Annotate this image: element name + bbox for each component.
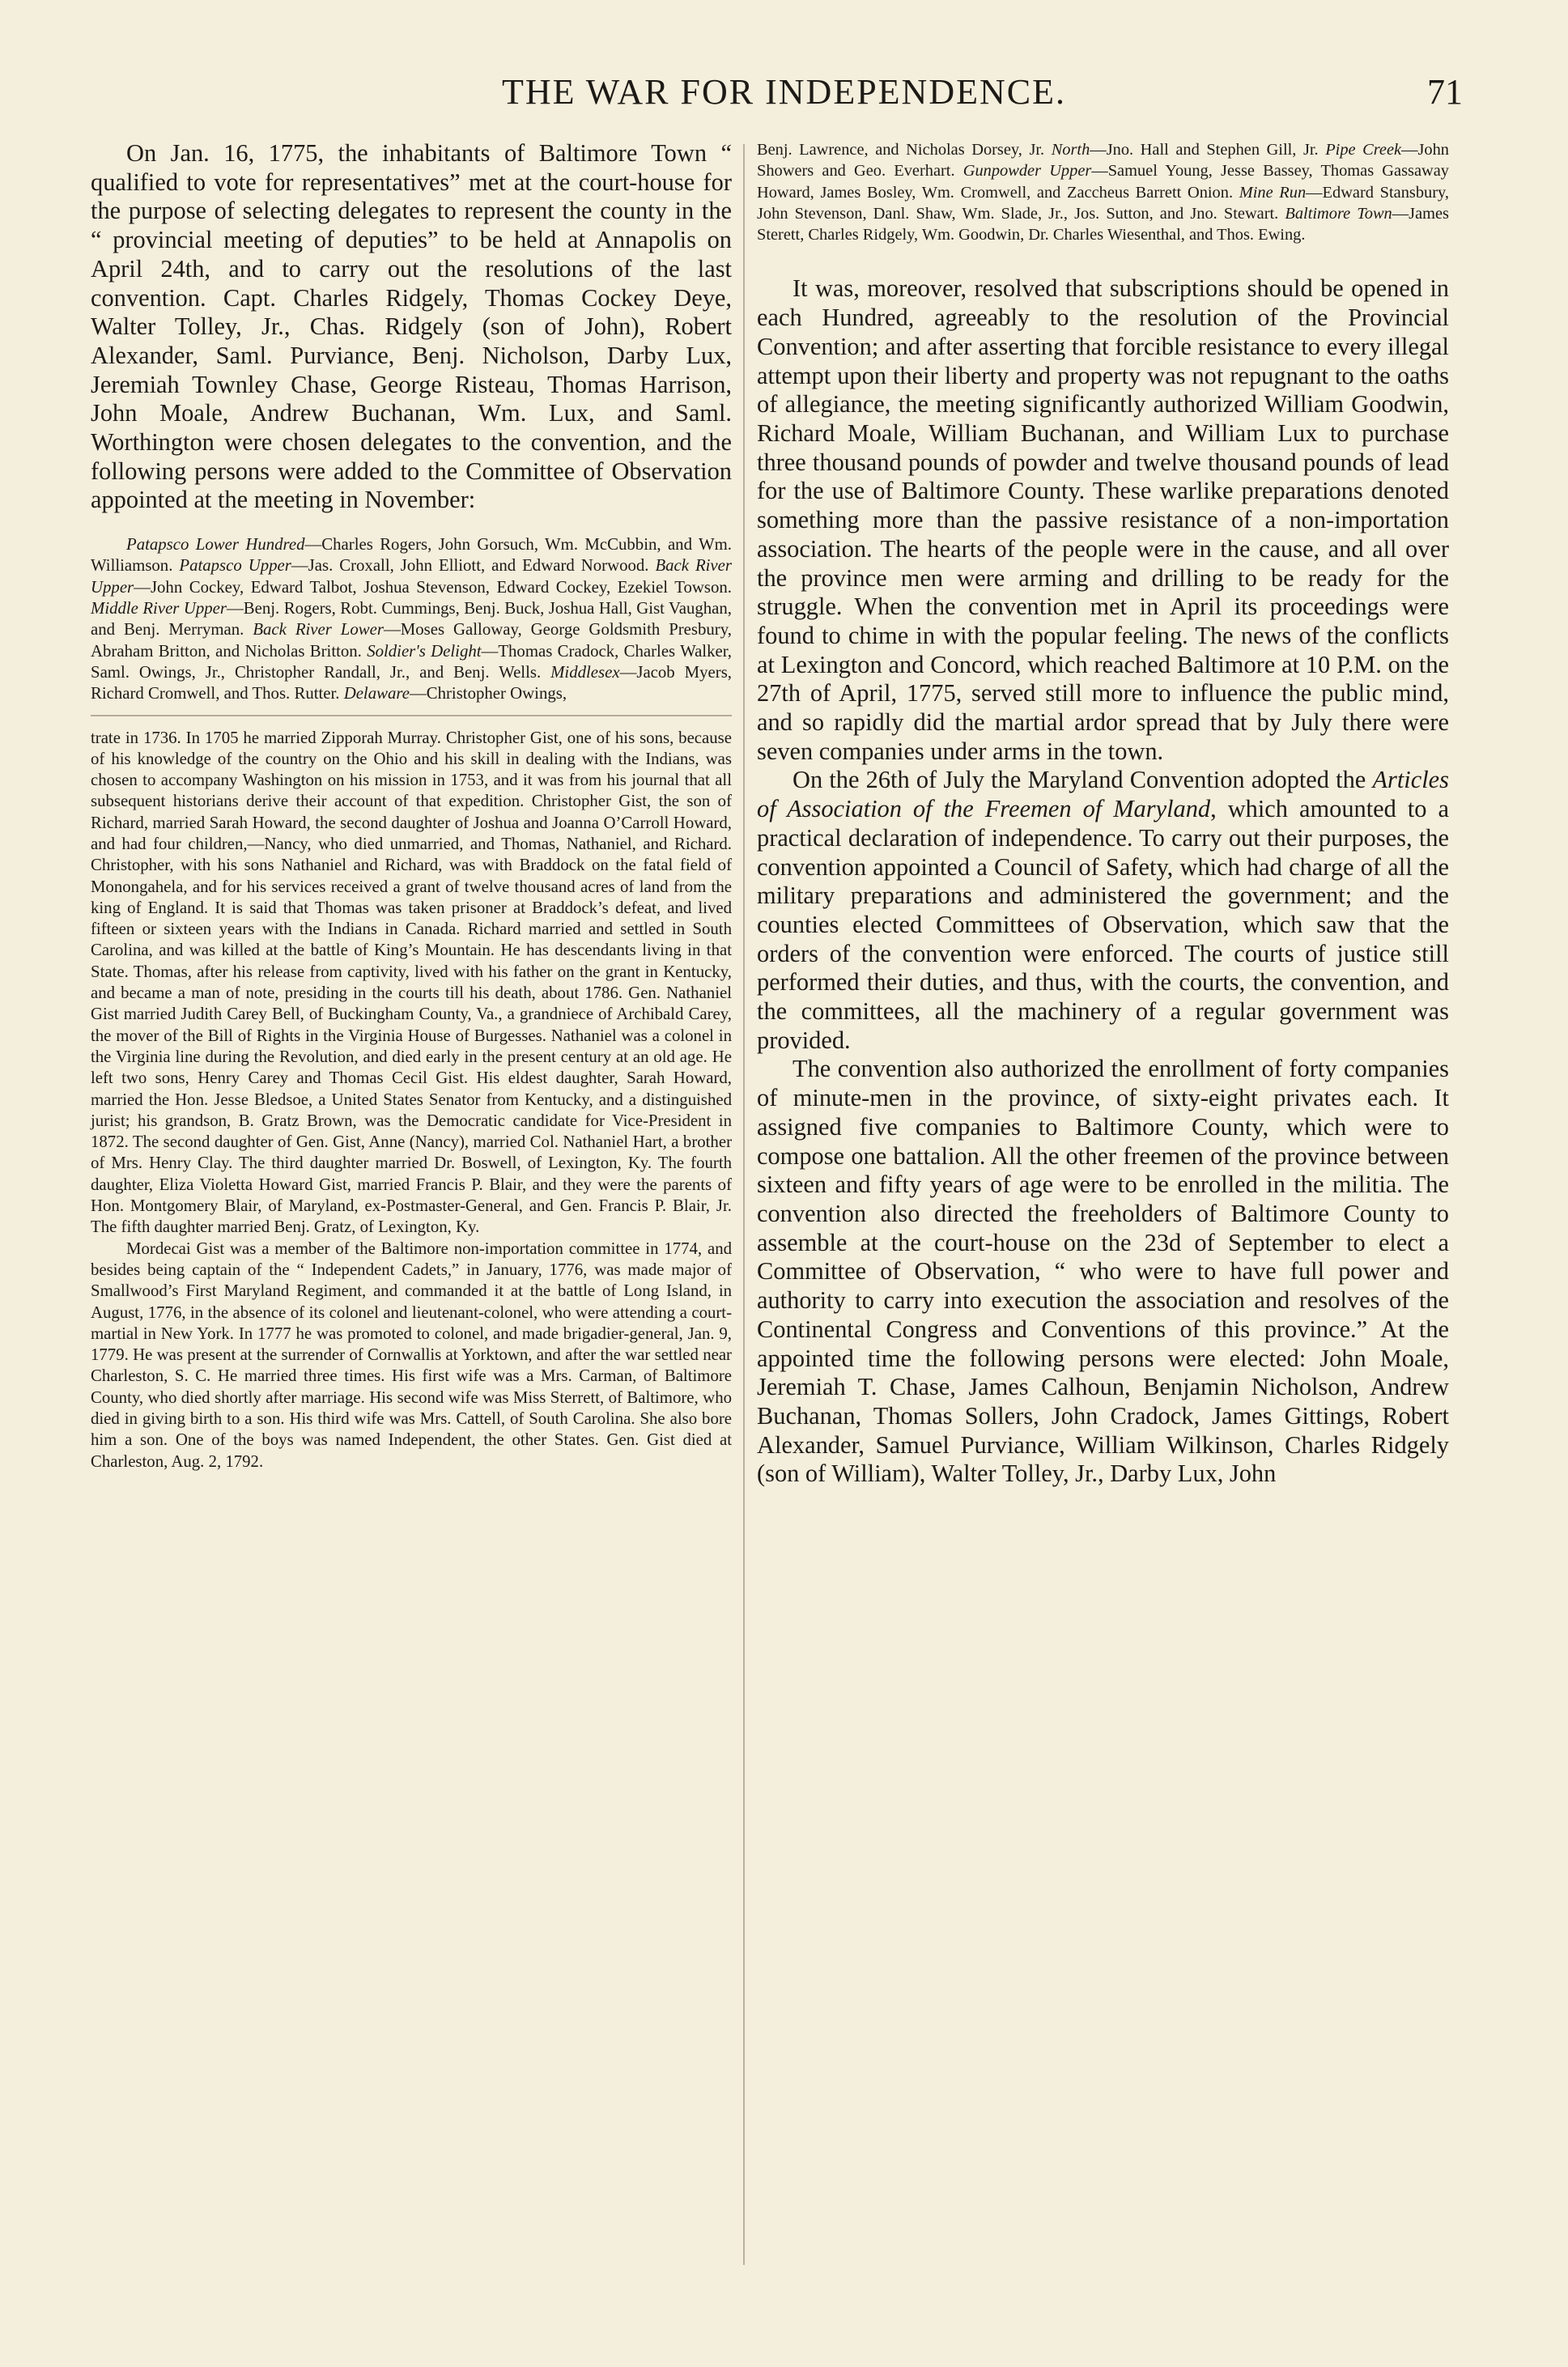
hundred-members: —Jacob Myers, Richard Cromwell, and Thos. Rutter. xyxy=(91,662,732,703)
hundred-members: —John Cockey, Edward Talbot, Joshua Stevenson, Edward Cockey, Ezekiel Towson. xyxy=(134,577,732,597)
committee-list-continued xyxy=(757,139,1449,245)
left-column xyxy=(91,139,732,1472)
paragraph-subscriptions: It was, moreover, resolved that subscriptions should be opened in each Hundred, agreeably to the resolution of the Provincial Convention; and after asserting that forcible resistance to every illegal attempt upon their liberty and property was not repugnant to the oaths of allegiance, the meeting significantly authorized William Goodwin, Richard Moale, William Buchanan, and William Lux to purchase three thousand pounds of powder and twelve thousand pounds of lead for the use of Baltimore County. These warlike preparations denoted something more than the passive resistance of a non-importation association. The hearts of the people were in the cause, and all over the province men were arming and drilling to be ready for the struggle. When the convention met in April its proceedings were found to chime in with the popular feeling. The news of the conflicts at Lexington and Concord, which reached Baltimore at 10 P.M. on the 27th of April, 1775, served still more to influence the public mind, and so rapidly did the martial ardor spread that by July there were seven companies under arms in the town. xyxy=(757,274,1449,765)
hundred-members: —Charles Rogers, John Gorsuch, Wm. McCubbin, and Wm. Williamson. xyxy=(91,535,732,576)
hundred-members: —James Sterett, Charles Ridgely, Wm. Goodwin, Dr. Charles Wiesenthal, and Thos. Ewing. xyxy=(757,204,1449,244)
footnote-gist-family: trate in 1736. In 1705 he married Zipporah Murray. Christopher Gist, one of his sons, because of his knowledge of the country on the Ohio and his skill in dealing with the Indians, was chosen to accompany Washington on his mission in 1753, and it was from his journal that all subsequent historians derive their account of that expedition. Christopher Gist, the son of Richard, married Sarah Howard, the second daughter of Joshua and Joanna O’Carroll Howard, and had four children,—Nancy, who died unmarried, and Thomas, Nathaniel, and Richard. Christopher, with his sons Nathaniel and Richard, was with Braddock on the fatal field of Monongahela, and for his services received a grant of twelve thousand acres of land from the king of England. It is said that Thomas was taken prisoner at Braddock’s defeat, and lived fifteen or sixteen years with the Indians in Canada. Richard married and settled in South Carolina, and was killed at the battle of King’s Mountain. He has descendants living in that State. Thomas, after his release from captivity, lived with his father on the grant in Kentucky, and became a man of note, presiding in the courts till his death, about 1786. Gen. Nathaniel Gist married Judith Carey Bell, of Buckingham County, Va., a grandniece of Archibald Carey, the mover of the Bill of Rights in the Virginia House of Burgesses. Nathaniel was a colonel in the Virginia line during the Revolution, and died early in the present century at an old age. He left two sons, Henry Carey and Thomas Cecil Gist. His eldest daughter, Sarah Howard, married the Hon. Jesse Bledsoe, a United States Senator from Kentucky, and a distinguished jurist; his grandson, B. Gratz Brown, was the Democratic candidate for Vice-President in 1872. The second daughter of Gen. Gist, Anne (Nancy), married Col. Nathaniel Hart, a brother of Mrs. Henry Clay. The third daughter married Dr. Boswell, of Lexington, Ky. The fourth daughter, Eliza Violetta Howard Gist, married Francis P. Blair, and they were the parents of Hon. Montgomery Blair, of Maryland, ex-Postmaster-General, and Gen. Francis P. Blair, Jr. The fifth daughter married Benj. Gratz, of Lexington, Ky. xyxy=(91,728,732,1237)
hundred-members: —Jno. Hall and Stephen Gill, Jr. xyxy=(1090,141,1326,159)
hundred-name: Middle River Upper xyxy=(91,599,227,618)
hundred-members: —Christopher Owings, xyxy=(409,684,567,703)
hundred-name: Gunpowder Upper xyxy=(962,162,1092,181)
paragraph-text: On the 26th of July the Maryland Convention adopted the xyxy=(792,766,1373,794)
hundred-name: Baltimore Town xyxy=(1285,204,1392,223)
hundred-name: Back River Upper xyxy=(91,556,732,597)
hundred-members: —John Showers and Geo. Everhart. xyxy=(757,141,1449,181)
hundred-members: —Jas. Croxall, John Elliott, and Edward Norwood. xyxy=(291,556,656,576)
committee-list xyxy=(91,534,732,704)
hundred-name: North xyxy=(1051,141,1090,159)
right-column xyxy=(757,139,1449,1489)
hundred-name: Patapsco Lower Hundred xyxy=(126,535,305,555)
paragraph-minute-men: The convention also authorized the enrollment of forty companies of minute-men in the province, of sixty-eight privates each. It assigned five companies to Baltimore County, which were to compose one battalion. All the other freemen of the province between sixteen and fifty years of age were to be enrolled in the militia. The convention also directed the freeholders of Baltimore County to assemble at the court-house on the 23d of September to elect a Committee of Observation, “ who were to have full power and authority to carry into execution the association and resolves of the Continental Congress and Conventions of this province.” At the appointed time the following persons were elected: John Moale, Jeremiah T. Chase, James Calhoun, Benjamin Nicholson, Andrew Buchanan, Thomas Sollers, John Cradock, James Gittings, Robert Alexander, Samuel Purviance, William Wilkinson, Charles Ridgely (son of William), Walter Tolley, Jr., Darby Lux, John xyxy=(757,1055,1449,1488)
page-number: 71 xyxy=(1427,72,1463,112)
paragraph-baltimore-inhabitants: On Jan. 16, 1775, the inhabitants of Baltimore Town “ qualified to vote for representatives” met at the court-house for the purpose of selecting delegates to represent the county in the “ provincial meeting of deputies” to be held at Annapolis on April 24th, and to carry out the resolutions of the last convention. Capt. Charles Ridgely, Thomas Cockey Deye, Walter Tolley, Jr., Chas. Ridgely (son of John), Robert Alexander, Saml. Purviance, Benj. Nicholson, Darby Lux, Jeremiah Townley Chase, George Risteau, Thomas Harrison, John Moale, Andrew Buchanan, Wm. Lux, and Saml. Worthington were chosen delegates to the convention, and the following persons were added to the Committee of Observation appointed at the meeting in November: xyxy=(91,139,732,514)
hundred-members: —Thomas Cradock, Charles Walker, Saml. Owings, Jr., Christopher Randall, Jr., and Benj. Wells. xyxy=(91,641,732,682)
hundred-name: Delaware xyxy=(343,684,410,703)
hundred-name: Pipe Creek xyxy=(1325,141,1402,159)
page-header xyxy=(0,71,1568,120)
footnote-mordecai-gist: Mordecai Gist was a member of the Baltimore non-importation committee in 1774, and besides being captain of the “ Independent Cadets,” in January, 1776, was made major of Smallwood’s First Maryland Regiment, and commanded it at the battle of Long Island, in August, 1776, in the absence of its colonel and lieutenant-colonel, who were attending a court-martial in New York. In 1777 he was promoted to colonel, and made brigadier-general, Jan. 9, 1779. He was present at the surrender of Cornwallis at Yorktown, and after the war settled near Charleston, S. C. He married three times. His first wife was a Mrs. Carman, of Baltimore County, who died shortly after marriage. His second wife was Miss Sterrett, of Baltimore, who died in giving birth to a son. His third wife was Mrs. Cattell, of South Carolina. She also bore him a son. One of the boys was named Independent, the other States. Gen. Gist died at Charleston, Aug. 2, 1792. xyxy=(91,1239,732,1471)
hundred-name: Mine Run xyxy=(1239,183,1307,202)
paragraph-text: , which amounted to a practical declaration of independence. To carry out their purposes, the convention appointed a Council of Safety, which had charge of all the military preparations and administered the government; and the counties elected Committees of Observation, which saw that the orders of the convention were enforced. The courts of justice still performed their duties, and thus, with the courts, the convention, and the committees, all the machinery of a regular government was provided. xyxy=(757,795,1449,1054)
hundred-name: Soldier's Delight xyxy=(367,641,482,661)
hundred-members: —Moses Galloway, George Goldsmith Presbury, Abraham Britton, and Nicholas Britton. xyxy=(91,620,732,661)
document-title: Articles of Association of the Freemen of Maryland xyxy=(757,766,1449,823)
hundred-name: Middlesex xyxy=(550,662,620,682)
column-divider xyxy=(743,144,745,2265)
running-title: THE WAR FOR INDEPENDENCE. xyxy=(502,72,1066,112)
hundred-members: Benj. Lawrence, and Nicholas Dorsey, Jr. xyxy=(757,141,1052,159)
hundred-members: —Benj. Rogers, Robt. Cummings, Benj. Buck, Joshua Hall, Gist Vaughan, and Benj. Merryman. xyxy=(91,599,732,640)
hundred-name: Patapsco Upper xyxy=(179,556,291,576)
hundred-members: —Samuel Young, Jesse Bassey, Thomas Gassaway Howard, James Bosley, Wm. Cromwell, and Zaccheus Barrett Onion. xyxy=(757,162,1449,202)
hundred-members: —Edward Stansbury, John Stevenson, Danl. Shaw, Wm. Slade, Jr., Jos. Sutton, and Jno. Stewart. xyxy=(757,183,1449,223)
hundred-name: Back River Lower xyxy=(253,620,384,640)
footnote-rule xyxy=(91,715,732,716)
paragraph-maryland-convention xyxy=(757,766,1449,1055)
